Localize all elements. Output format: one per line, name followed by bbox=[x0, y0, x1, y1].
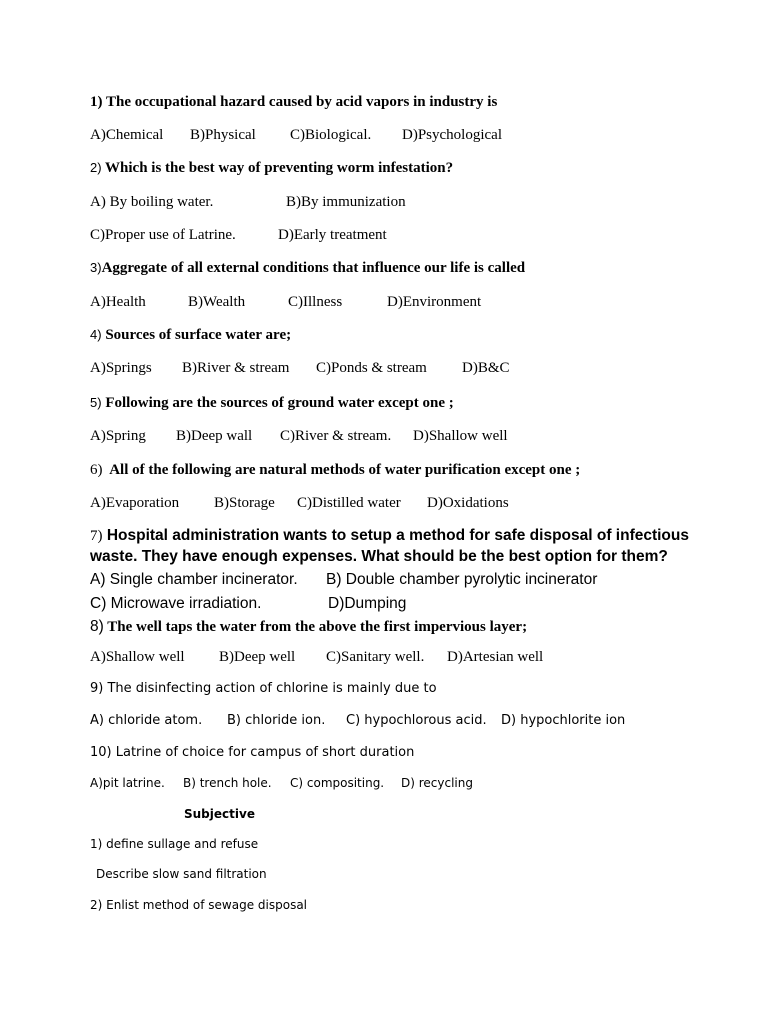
subjective-item: 2) Enlist method of sewage disposal bbox=[90, 898, 308, 912]
question-text: Aggregate of all external conditions that influence our life is called bbox=[101, 260, 526, 276]
question-text: The occupational hazard caused by acid vapors in industry is bbox=[105, 94, 498, 110]
option-b: B)Deep wall bbox=[176, 428, 253, 444]
option-d: D)Shallow well bbox=[413, 428, 508, 444]
option-c: C) compositing. bbox=[290, 776, 385, 790]
question-text: All of the following are natural methods of water purification except one ; bbox=[109, 462, 581, 478]
question-6 bbox=[90, 463, 580, 478]
option-b: B) chloride ion. bbox=[227, 713, 326, 728]
question-text: Following are the sources of ground water except one ; bbox=[105, 395, 454, 411]
question-number: 6) bbox=[90, 462, 103, 478]
question-text: The well taps the water from the above the first impervious layer; bbox=[107, 619, 528, 635]
question-7 bbox=[90, 528, 689, 544]
option-a: A)Springs bbox=[90, 360, 152, 376]
option-d: D) recycling bbox=[401, 776, 473, 790]
option-a: A)Evaporation bbox=[90, 495, 180, 511]
option-b: B) trench hole. bbox=[183, 776, 272, 790]
option-a: A) By boiling water. bbox=[90, 194, 214, 210]
option-c: C)Biological. bbox=[290, 127, 372, 143]
question-9 bbox=[90, 682, 437, 695]
option-b: B)Wealth bbox=[188, 294, 246, 310]
subjective-heading: Subjective bbox=[184, 807, 255, 821]
question-7-cont bbox=[90, 549, 668, 565]
question-number: 4) bbox=[90, 327, 102, 342]
option-d: D)Artesian well bbox=[447, 649, 544, 665]
option-b: B) Double chamber pyrolytic incinerator bbox=[326, 571, 598, 588]
option-d: D)Oxidations bbox=[427, 495, 509, 511]
option-b: B)Physical bbox=[190, 127, 256, 143]
option-d: D) hypochlorite ion bbox=[501, 713, 626, 728]
question-8 bbox=[90, 619, 527, 635]
question-number: 7) bbox=[90, 528, 103, 544]
question-3 bbox=[90, 261, 525, 276]
option-c: C) hypochlorous acid. bbox=[346, 713, 487, 728]
question-text-line-2: waste. They have enough expenses. What should be the best option for them? bbox=[90, 548, 668, 565]
question-number: 1) bbox=[90, 94, 103, 110]
subjective-item: 1) define sullage and refuse bbox=[90, 837, 259, 851]
option-a: A) Single chamber incinerator. bbox=[90, 571, 298, 588]
question-text: 9) The disinfecting action of chlorine is mainly due to bbox=[90, 681, 437, 696]
option-d: D)Dumping bbox=[328, 595, 407, 612]
question-1 bbox=[90, 95, 497, 110]
option-c: C) Microwave irradiation. bbox=[90, 595, 262, 612]
option-a: A)Spring bbox=[90, 428, 146, 444]
option-c: C)Distilled water bbox=[297, 495, 401, 511]
question-4 bbox=[90, 328, 291, 343]
option-a: A)pit latrine. bbox=[90, 776, 165, 790]
subjective-item: Describe slow sand filtration bbox=[96, 867, 267, 881]
question-5 bbox=[90, 396, 454, 411]
option-c: C)River & stream. bbox=[280, 428, 392, 444]
option-c: C)Sanitary well. bbox=[326, 649, 425, 665]
option-b: B)Storage bbox=[214, 495, 275, 511]
question-2 bbox=[90, 161, 453, 176]
option-c: C)Ponds & stream bbox=[316, 360, 427, 376]
question-number: 5) bbox=[90, 395, 102, 410]
question-number: 2) bbox=[90, 160, 102, 175]
option-d: D)Early treatment bbox=[278, 227, 387, 243]
option-a: A)Chemical bbox=[90, 127, 164, 143]
question-number: 8) bbox=[90, 618, 104, 635]
question-text: 10) Latrine of choice for campus of short duration bbox=[90, 745, 415, 760]
option-c: C)Proper use of Latrine. bbox=[90, 227, 236, 243]
question-text: Which is the best way of preventing worm infestation? bbox=[105, 160, 454, 176]
option-b: B)By immunization bbox=[286, 194, 406, 210]
option-d: D)B&C bbox=[462, 360, 510, 376]
option-d: D)Environment bbox=[387, 294, 482, 310]
option-c: C)Illness bbox=[288, 294, 343, 310]
option-d: D)Psychological bbox=[402, 127, 502, 143]
option-a: A)Health bbox=[90, 294, 146, 310]
option-b: B)River & stream bbox=[182, 360, 290, 376]
option-b: B)Deep well bbox=[219, 649, 296, 665]
question-10 bbox=[90, 746, 414, 759]
question-text-line-1: Hospital administration wants to setup a method for safe disposal of infectious bbox=[106, 527, 689, 544]
question-text: Sources of surface water are; bbox=[105, 327, 292, 343]
option-a: A)Shallow well bbox=[90, 649, 185, 665]
option-a: A) chloride atom. bbox=[90, 713, 203, 728]
question-number: 3) bbox=[90, 260, 102, 275]
